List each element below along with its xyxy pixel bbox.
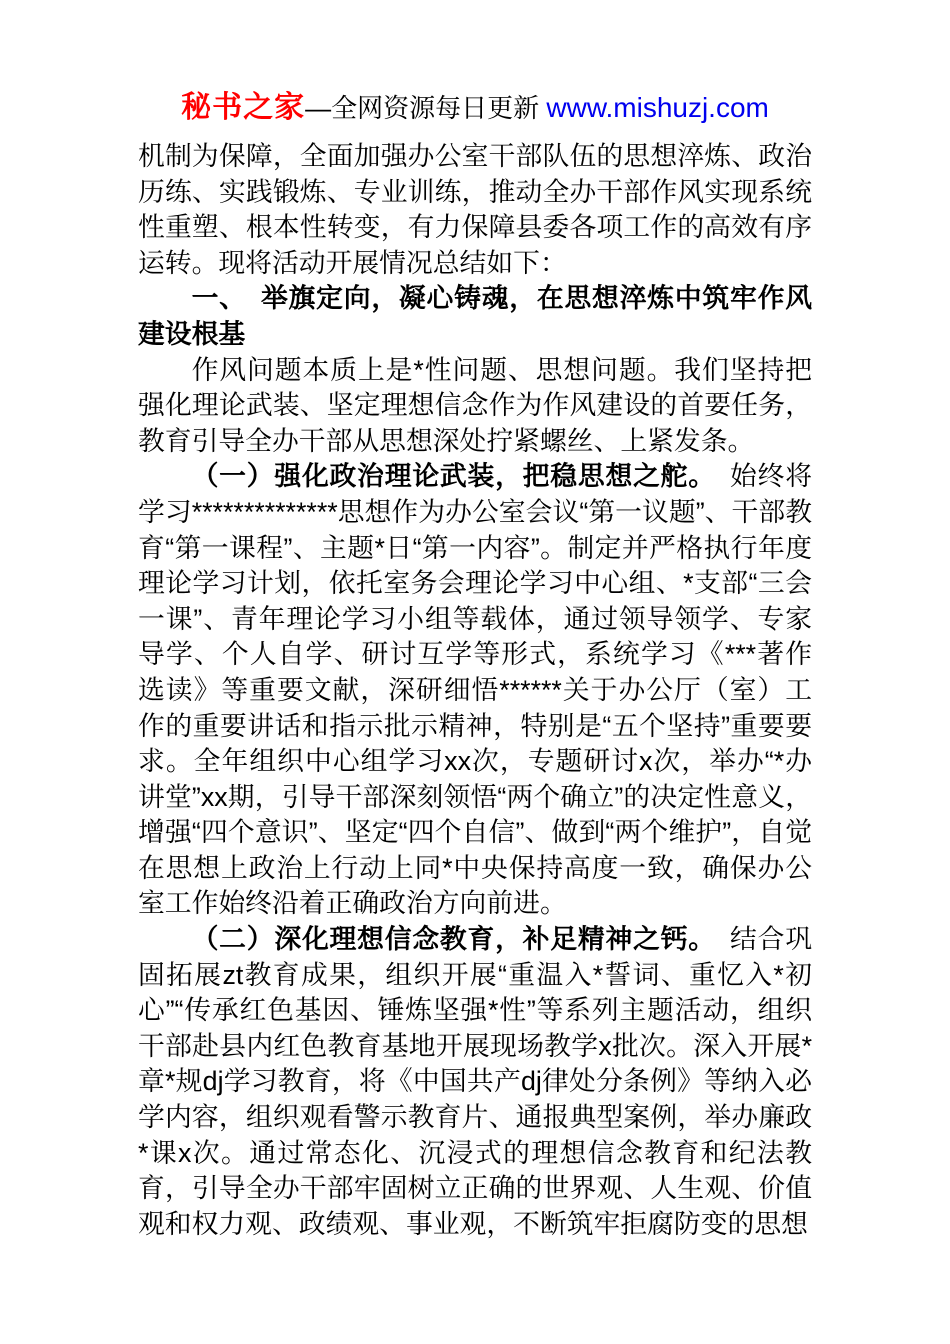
subsection-lead-2: （二）深化理想信念教育，补足精神之钙。: [191, 924, 703, 955]
paragraph-intro: [138, 353, 812, 460]
paragraph-text: 结合巩固拓展zt教育成果，组织开展“重温入*誓词、重忆入*初心”“传承红色基因、锤炼坚强*性”等系列主题活动，组织干部赴县内红色教育基地开展现场教学x批次。深入开展*章*规dj学习教育，将《中国共产dj律处分条例》等纳入必学内容，组织观看警示教育片、通报典型案例，举办廉政*课x次。通过常态化、沉浸式的理想信念教育和纪法教育，引导全办干部牢固树立正确的世界观、人生观、价值观和权力观、政绩观、事业观，不断筑牢拒腐防变的思想: [138, 924, 812, 1239]
paragraph-subsection-2: [138, 922, 812, 1242]
paragraph-subsection-1: [138, 459, 812, 922]
paragraph-text: 机制为保障，全面加强办公室干部队伍的思想淬炼、政治历练、实践锻炼、专业训练，推动全办干部作风实现系统性重塑、根本性转变，有力保障县委各项工作的高效有序运转。现将活动开展情况总结如下：: [138, 141, 812, 278]
site-header: [0, 82, 950, 126]
paragraph-text: 始终将学习**************思想作为办公室会议“第一议题”、干部教育“第一课程”、主题*日“第一内容”。制定并严格执行年度理论学习计划，依托室务会理论学习中心组、*支部“三会一课”、青年理论学习小组等载体，通过领导领学、专家导学、个人自学、研讨互学等形式，系统学习《***著作选读》等重要文献，深研细悟******关于办公厅（室）工作的重要讲话和指示批示精神，特别是“五个坚持”重要要求。全年组织中心组学习xx次，专题研讨x次，举办“*办讲堂”xx期，引导干部深刻领悟“两个确立”的决定性意义，增强“四个意识”、坚定“四个自信”、做到“两个维护”，自觉在思想上政治上行动上同*中央保持高度一致，确保办公室工作始终沿着正确政治方向前进。: [138, 461, 812, 919]
heading-text: 一、 举旗定向，凝心铸魂，在思想淬炼中筑牢作风建设根基: [138, 283, 812, 349]
subsection-lead-1: （一）强化政治理论武装，把稳思想之舵。: [191, 461, 703, 492]
site-url-link[interactable]: www.mishuzj.com: [546, 92, 769, 123]
paragraph-continuation: [138, 139, 812, 281]
section-heading-1: [138, 281, 812, 352]
site-brand: 秘书之家: [181, 91, 306, 124]
site-tagline: —全网资源每日更新: [305, 93, 547, 123]
document-body: [138, 139, 812, 1242]
paragraph-text: 作风问题本质上是*性问题、思想问题。我们坚持把强化理论武装、坚定理想信念作为作风建设的首要任务，教育引导全办干部从思想深处拧紧螺丝、上紧发条。: [138, 354, 812, 456]
